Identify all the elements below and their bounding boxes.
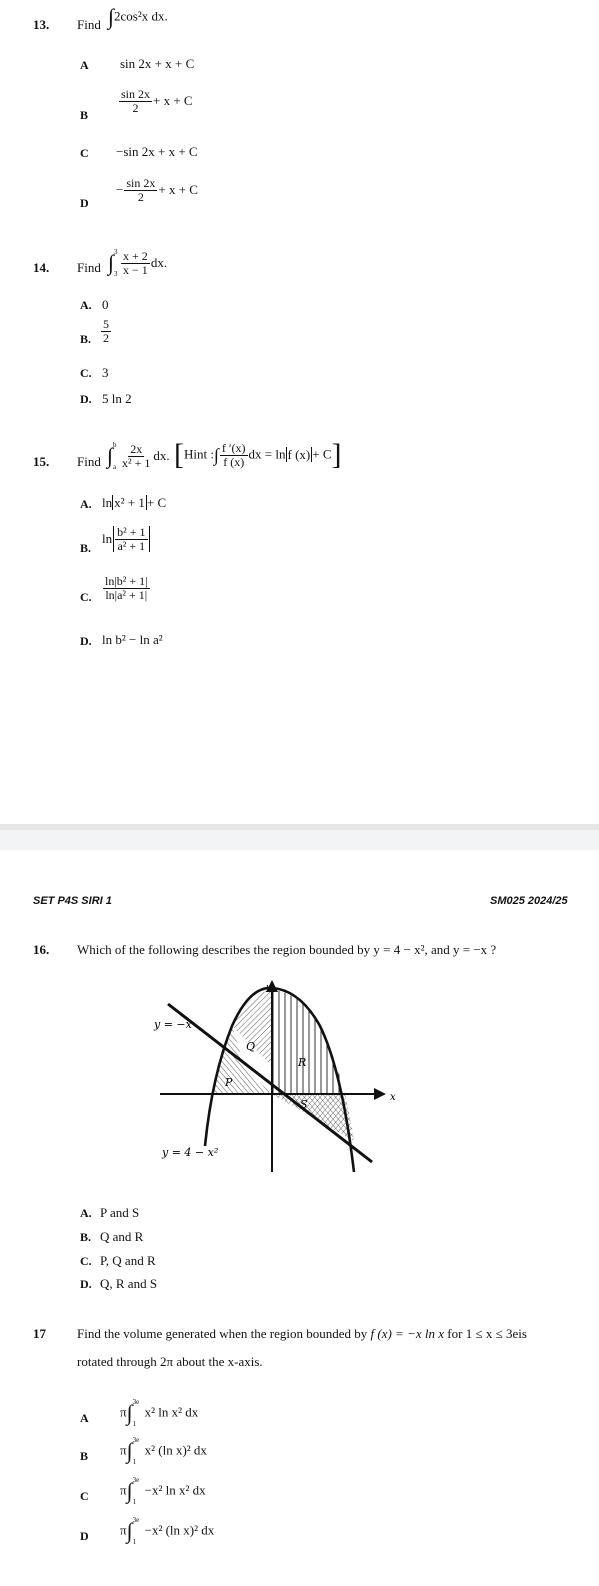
option-letter[interactable]: C <box>80 146 89 160</box>
option-text[interactable]: Q and R <box>100 1229 144 1244</box>
question-text <box>77 942 496 958</box>
option-text[interactable] <box>102 495 166 511</box>
option-letter[interactable]: A. <box>80 497 92 511</box>
fraction-denominator: a² + 1 <box>117 538 146 553</box>
option-letter[interactable]: A <box>80 1411 89 1425</box>
integral-sign: ∫ <box>126 1438 133 1463</box>
find-label: Find <box>77 260 101 275</box>
option-text[interactable] <box>102 526 151 552</box>
fraction-numerator: sin 2x <box>126 176 156 190</box>
option-letter[interactable]: B <box>80 1449 89 1463</box>
fraction-denominator: ln|a² + 1| <box>105 587 148 602</box>
option-letter[interactable]: A <box>80 58 89 72</box>
option-letter[interactable]: C <box>80 1489 89 1503</box>
option-letter[interactable]: D <box>80 1529 89 1543</box>
fraction-denominator: f (x) <box>223 454 245 469</box>
is-word: is <box>518 1326 527 1341</box>
option-text[interactable] <box>120 1400 198 1426</box>
integral-sign: ∫ <box>107 443 114 469</box>
equation-1: y = 4 − x², <box>373 942 428 957</box>
line-label: y = −x <box>154 1018 192 1031</box>
option-text[interactable] <box>102 575 151 601</box>
integrand: −x² (ln x)² dx <box>144 1522 215 1538</box>
for-word: for <box>447 1326 463 1341</box>
option-letter[interactable]: B. <box>80 541 92 555</box>
question-body: Which of the following describes the region bounded by <box>77 942 371 957</box>
region-r-shape <box>272 990 345 1094</box>
find-label: Find <box>77 17 101 32</box>
fraction-denominator: 2 <box>137 189 144 204</box>
option-text[interactable]: 0 <box>102 297 109 312</box>
option-text[interactable] <box>118 88 193 114</box>
option-rest: + x + C <box>153 92 193 108</box>
integrand: −x² ln x² dx <box>144 1482 206 1498</box>
region-p-label: P <box>225 1076 233 1089</box>
pi-symbol: π <box>120 1404 127 1420</box>
integrand-tail: dx. <box>150 254 168 270</box>
lower-limit: 1 <box>132 1420 137 1428</box>
option-letter[interactable]: C. <box>80 590 92 604</box>
curve-label: y = 4 − x² <box>162 1146 219 1159</box>
upper-limit: 3e <box>132 1516 140 1524</box>
find-label: Find <box>77 454 101 469</box>
integral-sign: ∫ <box>108 250 115 276</box>
option-letter[interactable]: C. <box>80 1254 92 1268</box>
integrand: x² (ln x)² dx <box>144 1442 207 1458</box>
equation-2: y = −x ? <box>453 942 497 957</box>
question-expression <box>108 248 168 279</box>
integrand-tail: dx. <box>153 447 170 463</box>
question-number: 13. <box>33 17 50 32</box>
region-graph <box>150 976 410 1172</box>
y-axis-label: y <box>266 983 272 993</box>
fraction-numerator: f ′(x) <box>221 440 246 455</box>
question-number: 17 <box>33 1326 46 1341</box>
lower-limit: 1 <box>132 1498 137 1506</box>
option-text[interactable]: Q, R and S <box>100 1276 158 1291</box>
option-letter[interactable]: A. <box>80 1206 92 1220</box>
integral-sign: ∫ <box>126 1400 133 1425</box>
option-pre: ln <box>102 495 113 510</box>
option-rest: + x + C <box>158 181 198 197</box>
option-pre: ln <box>102 530 113 546</box>
fraction-numerator: 5 <box>103 317 109 331</box>
question-line-1 <box>77 1326 527 1342</box>
upper-limit: 3 <box>114 248 118 257</box>
fraction-denominator: 2 <box>103 330 109 345</box>
integrand: 2cos²x dx. <box>114 8 168 24</box>
pi-symbol: π <box>120 1442 127 1458</box>
function-expression: f (x) = −x ln x <box>370 1326 445 1341</box>
x-axis-arrow <box>374 1088 386 1100</box>
fraction-numerator: x + 2 <box>123 249 148 263</box>
upper-limit: b <box>113 441 117 450</box>
integral-sign: ∫ <box>213 445 219 465</box>
range-expression: 1 ≤ x ≤ 3e <box>465 1326 519 1341</box>
upper-limit: 3e <box>132 1436 140 1444</box>
integral-sign: ∫ <box>126 1478 133 1503</box>
option-letter[interactable]: D. <box>80 634 92 648</box>
header-left: SET P4S SIRI 1 <box>33 895 112 907</box>
option-text[interactable]: sin 2x + x + C <box>120 56 195 71</box>
header-right: SM025 2024/25 <box>490 895 568 907</box>
option-letter[interactable]: B <box>80 108 89 122</box>
option-letter[interactable]: B. <box>80 1230 92 1244</box>
pi-symbol: π <box>120 1522 127 1538</box>
option-letter[interactable]: D <box>80 196 89 210</box>
hint-box: [Hint :∫ $\frac{f '(x)}{f (x)}$ dx = ln f (x) + C] <box>174 438 342 471</box>
option-absolute: x² + 1 <box>114 495 145 510</box>
hint-absolute: f (x) <box>287 446 311 462</box>
option-text[interactable] <box>120 1478 206 1504</box>
question-body: Find the volume generated when the region bounded by <box>77 1326 368 1341</box>
hint-label: Hint : <box>184 446 214 462</box>
fraction-numerator: b² + 1 <box>117 525 146 539</box>
lower-limit: 1 <box>132 1458 137 1466</box>
fraction-denominator: x − 1 <box>123 262 148 277</box>
option-text[interactable]: 3 <box>102 365 109 380</box>
integral-sign: ∫ <box>108 4 115 29</box>
lower-limit: 1 <box>132 1538 137 1546</box>
region-s-label: S <box>300 1098 308 1111</box>
upper-limit: 3e <box>132 1398 140 1406</box>
option-text[interactable]: P, Q and R <box>100 1253 156 1268</box>
hint-end: + C <box>312 446 332 462</box>
question-expression <box>107 441 170 472</box>
option-letter[interactable]: D. <box>80 392 92 406</box>
option-letter[interactable]: C. <box>80 366 92 380</box>
fraction-denominator: x² + 1 <box>122 455 151 470</box>
and-word: and <box>430 942 450 957</box>
option-letter[interactable]: A. <box>80 298 92 312</box>
option-text[interactable] <box>116 177 198 203</box>
region-q-label: Q <box>246 1040 256 1053</box>
question-expression <box>108 6 168 28</box>
fraction-denominator: 2 <box>132 100 139 115</box>
integrand: x² ln x² dx <box>144 1404 199 1420</box>
option-text[interactable] <box>120 1518 214 1544</box>
option-sign: − <box>116 181 124 197</box>
fraction-numerator: 2x <box>130 442 143 456</box>
lower-limit: a <box>113 463 117 472</box>
option-letter[interactable]: B. <box>80 332 92 346</box>
fraction-numerator: sin 2x <box>121 87 151 101</box>
fraction-numerator: ln|b² + 1| <box>105 574 148 588</box>
option-text[interactable]: ln b² − ln a² <box>102 632 163 647</box>
option-letter[interactable]: D. <box>80 1277 92 1291</box>
option-text[interactable]: P and S <box>100 1205 140 1220</box>
question-number: 16. <box>33 942 50 957</box>
option-text[interactable]: 5 ln 2 <box>102 391 132 406</box>
lower-limit: 3 <box>114 270 118 279</box>
option-post: + C <box>146 495 167 510</box>
hint-middle: dx = ln <box>248 446 286 462</box>
region-r-label: R <box>298 1056 307 1069</box>
page-gap <box>0 830 599 850</box>
option-text[interactable] <box>120 1438 207 1464</box>
pi-symbol: π <box>120 1482 127 1498</box>
option-text[interactable] <box>100 318 112 344</box>
integral-sign: ∫ <box>126 1518 133 1543</box>
upper-limit: 3e <box>132 1476 140 1484</box>
x-axis-label: x <box>390 1092 396 1103</box>
question-line-2: rotated through 2π about the x-axis. <box>77 1354 263 1369</box>
question-number: 14. <box>33 260 50 275</box>
option-text[interactable]: −sin 2x + x + C <box>116 144 198 159</box>
question-number: 15. <box>33 454 50 469</box>
